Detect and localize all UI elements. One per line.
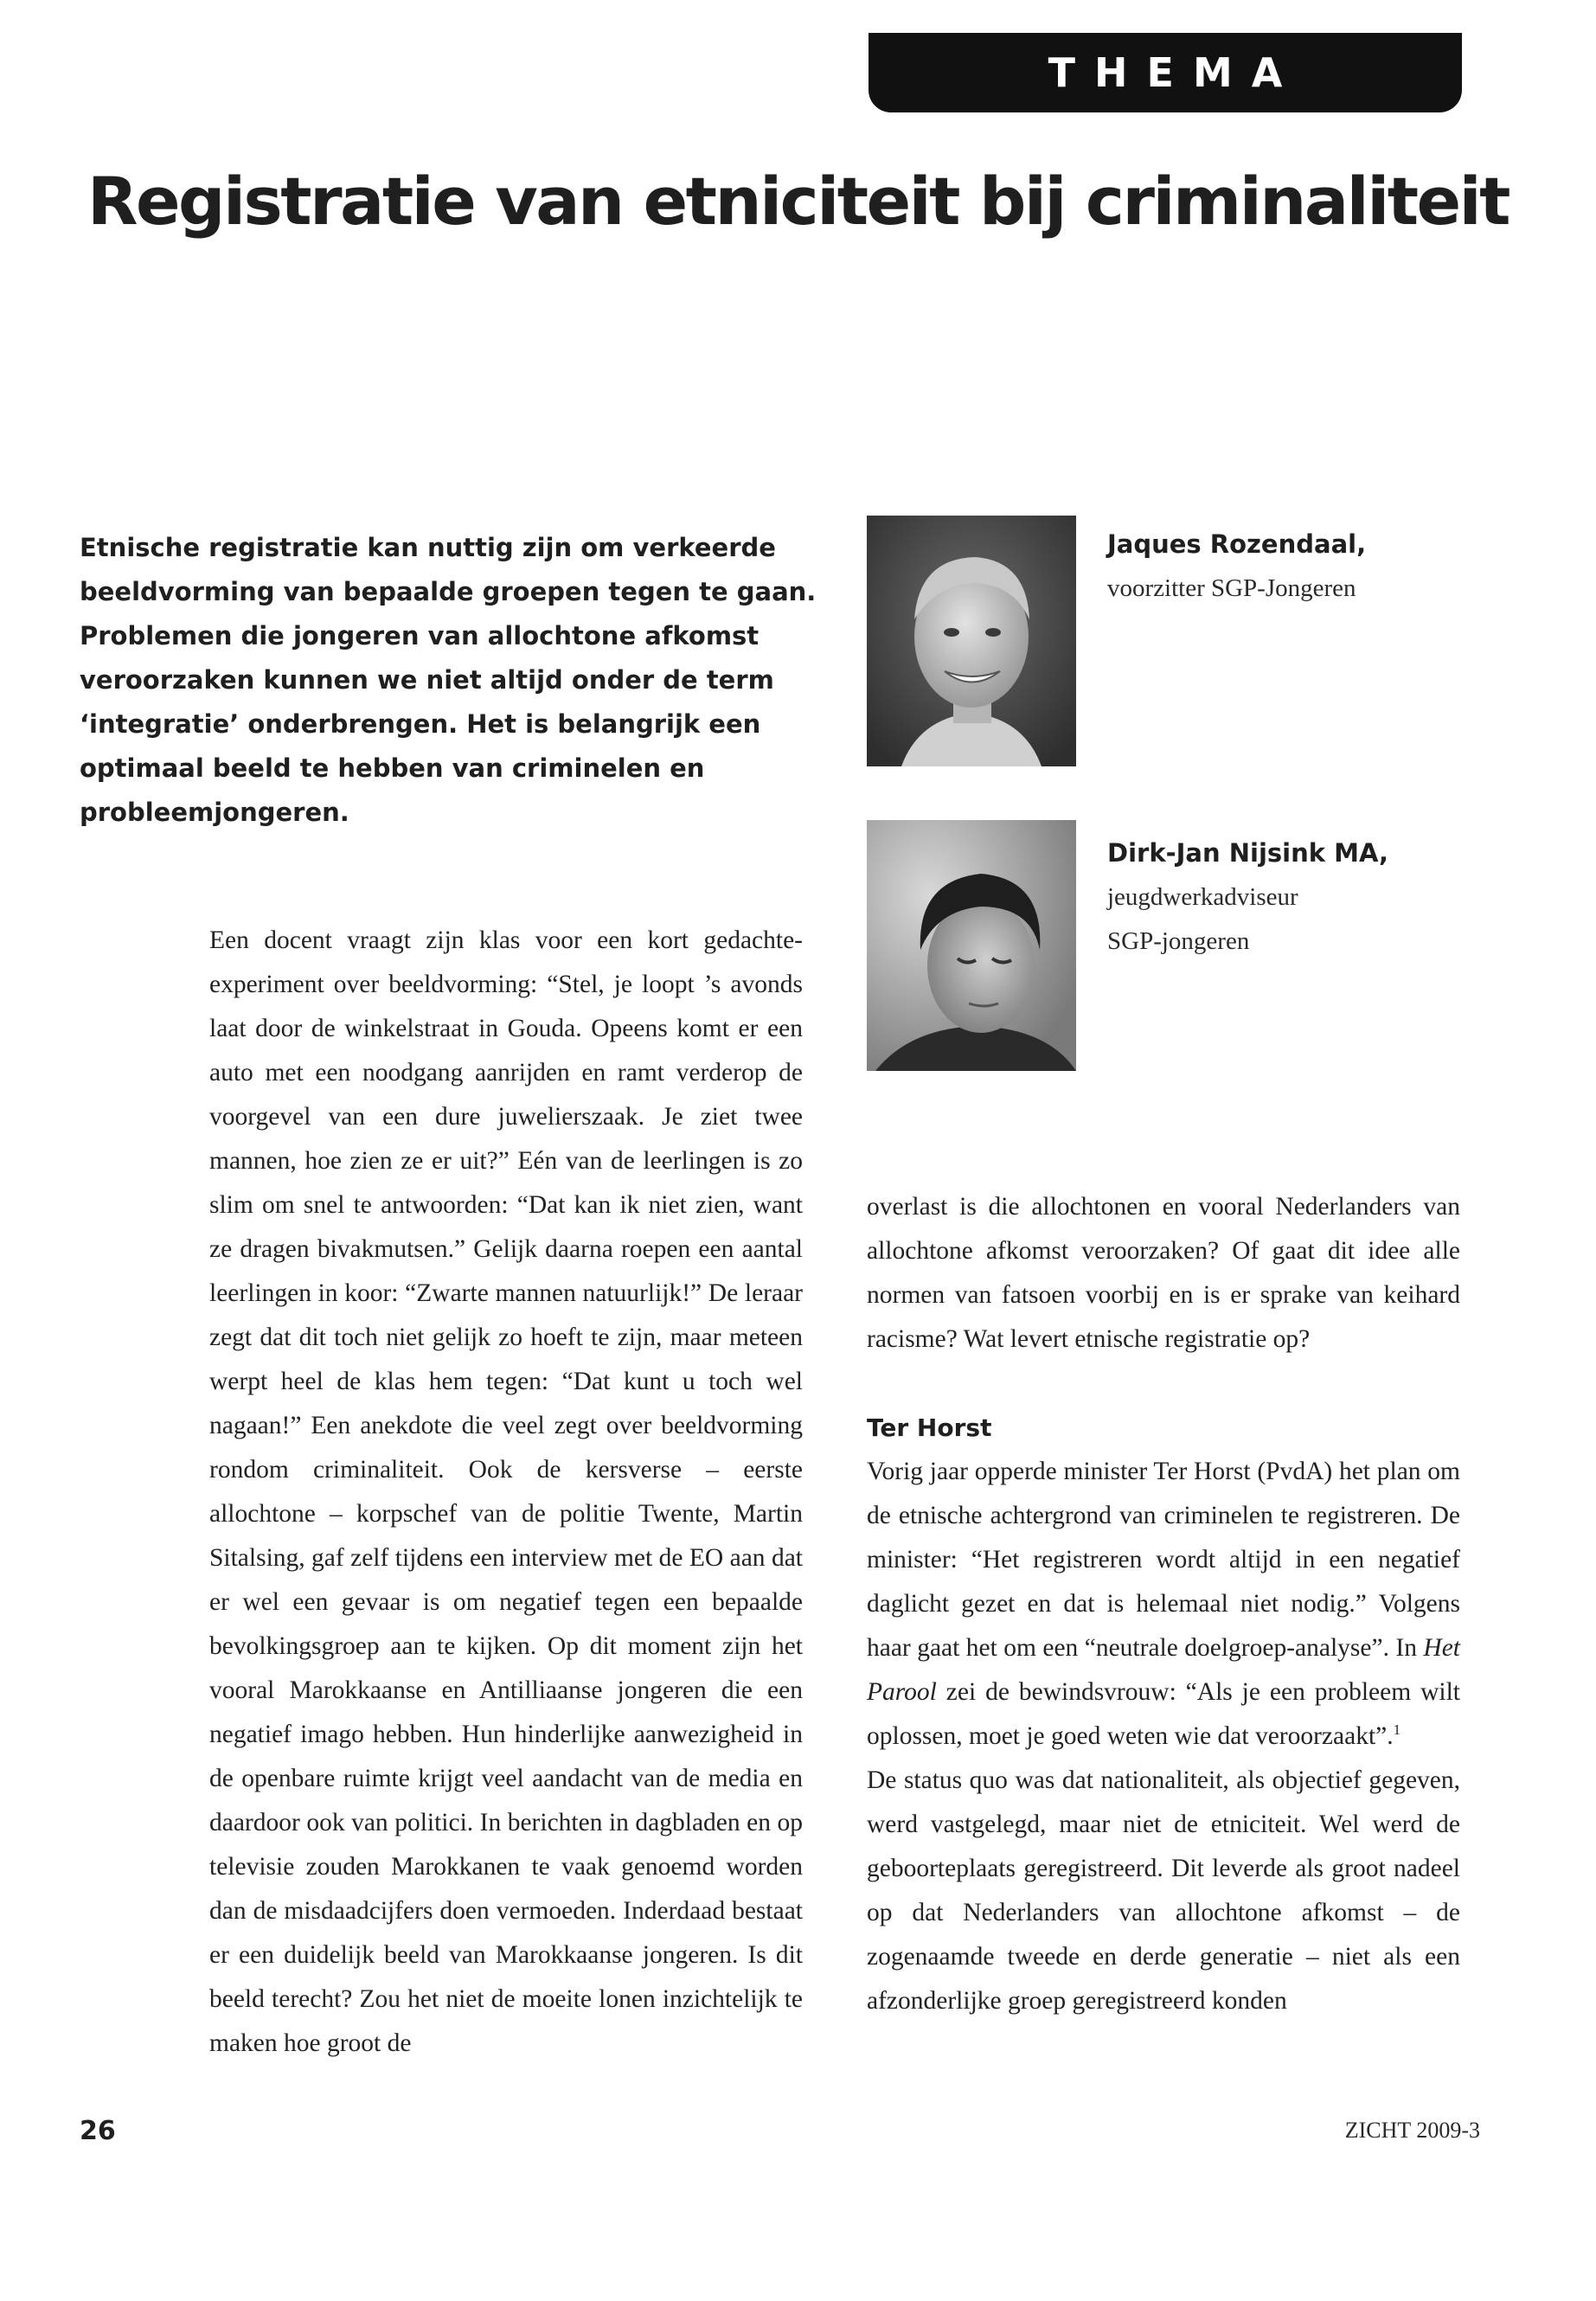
intro-line: probleemjongeren.: [80, 798, 349, 827]
author-role: voorzitter SGP-Jongeren: [1107, 574, 1356, 602]
author-photo-rozendaal: [867, 516, 1076, 766]
intro-line: optimaal beeld te hebben van criminelen en: [80, 753, 705, 783]
article-title: Registratie van etniciteit bij criminaliteit: [87, 163, 1509, 240]
intro-line: Problemen die jongeren van allochtone afkomst: [80, 621, 760, 651]
intro-line: beeldvorming van bepaalde groepen tegen te gaan.: [80, 577, 817, 606]
section-label-tab: [869, 33, 1462, 112]
body-paragraph: overlast is die allochtonen en vooral Nederlanders van allochtone afkomst veroorzaken? Of gaat dit idee alle normen van fatsoen voorbij en is er sprake van keihard racisme? Wat levert etnische registratie op?: [867, 1193, 1460, 1353]
body-paragraph: De status quo was dat nationaliteit, als objectief gegeven, werd vastgelegd, maar niet de etniciteit. Wel werd de geboorteplaats geregistreerd. Dit leverde als groot nadeel op dat Nederlanders van allochtone afkomst – de zogenaamde tweede en derde generatie – niet als een afzonderlijke groep geregistreerd konden: [867, 1766, 1460, 2015]
footnote-reference[interactable]: 1: [1393, 1721, 1401, 1739]
section-label: THEMA: [1048, 49, 1302, 96]
author-role: SGP-jongeren: [1107, 927, 1250, 955]
intro-line: ‘integratie’ onderbrengen. Het is belangrijk een: [80, 709, 761, 739]
body-text: zei de bewindsvrouw: “Als je een probleem wilt oplossen, moet je goed weten wie dat veroorzaakt”.: [867, 1678, 1460, 1750]
body-column-left: [209, 919, 803, 2066]
intro-line: veroorzaken kunnen we niet altijd onder de term: [80, 665, 774, 695]
body-column-right: [867, 1185, 1460, 2023]
body-paragraph: [867, 1450, 1460, 1759]
section-subheading: Ter Horst: [867, 1413, 992, 1442]
intro-lead: [80, 526, 824, 835]
intro-line: Etnische registratie kan nuttig zijn om verkeerde: [80, 533, 776, 562]
publication-title: Het Parool: [867, 1634, 1460, 1706]
issue-label: ZICHT 2009-3: [1344, 2118, 1480, 2143]
author-name: Jaques Rozendaal,: [1107, 529, 1367, 559]
author-photo-nijsink: [867, 820, 1076, 1071]
author-role: jeugdwerkadviseur: [1107, 883, 1298, 911]
page-number: 26: [80, 2116, 116, 2146]
body-paragraph: Een docent vraagt zijn klas voor een kort gedachte-experiment over beeldvorming: “Stel, je loopt ’s avonds laat door de winkelstraat in Gouda. Opeens komt er een auto met een noodgang aanrijden en ramt verderop de voorgevel van een dure juwelierszaak. Je ziet twee mannen, hoe zien ze er uit?” Eén van de leerlingen is zo slim om snel te antwoorden: “Dat kan ik niet zien, want ze dragen bivakmutsen.” Gelijk daarna roepen een aantal leerlingen in koor: “Zwarte mannen natuurlijk!” De leraar zegt dat dit toch niet gelijk zo hoeft te zijn, maar meteen werpt heel de klas hem tegen: “Dat kunt u toch wel nagaan!” Een anekdote die veel zegt over beeldvorming rondom criminaliteit. Ook de kersverse – eerste allochtone – korpschef van de politie Twente, Martin Sitalsing, gaf zelf tijdens een interview met de EO aan dat er wel een gevaar is om negatief tegen een bepaalde bevolkingsgroep aan te kijken. Op dit moment zijn het vooral Marokkaanse en Antilliaanse jongeren die een negatief imago hebben. Hun hinderlijke aanwezigheid in de openbare ruimte krijgt veel aandacht van de media en daardoor ook van politici. In berichten in dagbladen en op televisie zouden Marokkanen te vaak genoemd worden dan de misdaadcijfers doen vermoeden. Inderdaad bestaat er een duidelijk beeld van Marokkaanse jongeren. Is dit beeld terecht? Zou het niet de moeite lonen inzichtelijk te maken hoe groot de: [209, 926, 803, 2057]
body-text: Vorig jaar opperde minister Ter Horst (PvdA) het plan om de etnische achtergrond van criminelen te registreren. De minister: “Het registreren wordt altijd in een negatief daglicht gezet en dat is helemaal niet nodig.” Volgens haar gaat het om een “neutrale doelgroep-analyse”. In: [867, 1458, 1460, 1662]
author-name: Dirk-Jan Nijsink MA,: [1107, 838, 1388, 868]
